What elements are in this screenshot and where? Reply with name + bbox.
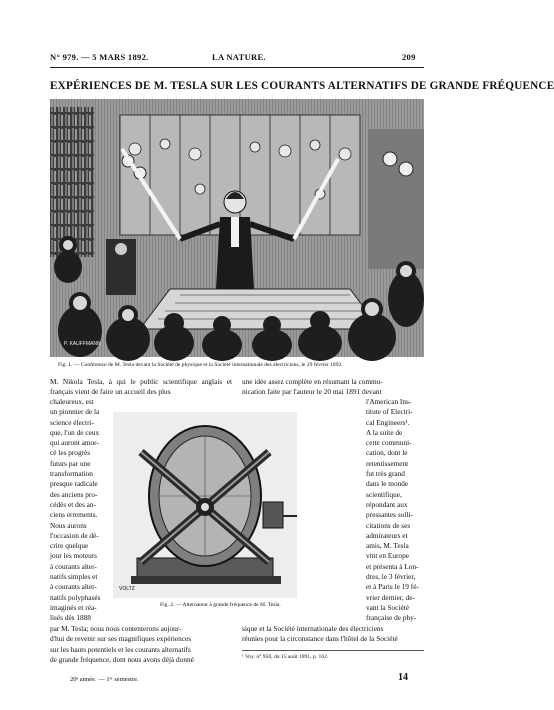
text-line: citations de ses [366, 520, 411, 530]
right-column-top [242, 377, 424, 398]
text-line: répondant aux [366, 499, 408, 509]
text-line: imaginés et réa- [50, 602, 97, 612]
lecture-scene-illustration [50, 99, 424, 357]
issue-number: N° 979. — 5 MARS 1892. [50, 52, 149, 62]
text-line: cal Engineers¹. [366, 417, 410, 427]
engraver-signature-2: VOLTZ [119, 586, 135, 592]
text-line: une idée assez complète en résumant la commu- [242, 377, 383, 386]
text-line: pressantes solli- [366, 510, 413, 520]
text-line: des anciens pro- [50, 489, 98, 499]
figure-2-caption: Fig. 2. — Alternateur à grande fréquence de M. Tesla. [160, 602, 281, 608]
text-line: vrier dernier, de- [366, 592, 415, 602]
left-column-bottom [50, 624, 232, 665]
text-line: natifs simples et [50, 572, 98, 582]
text-line: à courants alter- [50, 561, 97, 571]
figure-2-engraving [113, 412, 297, 598]
page-number: 209 [402, 52, 416, 62]
text-line: fut très grand [366, 469, 405, 479]
article-title: EXPÉRIENCES DE M. TESLA SUR LES COURANTS ALTERNATIFS DE GRANDE FRÉQUENCE [50, 80, 554, 92]
text-line: cédés et des an- [50, 499, 96, 509]
text-line: que, l'un de ceux [50, 427, 100, 437]
text-line: sique et la Société internationale des électriciens [242, 624, 384, 633]
text-line: admirateurs et [366, 530, 408, 540]
engraver-signature: P. KAUFFMANN [64, 341, 101, 347]
text-line: cé les progrès [50, 448, 91, 458]
footnote: ¹ Voy. n° 950, du 15 août 1891, p. 162. [242, 654, 329, 660]
text-line: A la suite de [366, 427, 403, 437]
text-line: française de phy- [366, 613, 417, 623]
text-line: retentissement [366, 458, 409, 468]
text-line: et présenta à Lon- [366, 561, 419, 571]
text-line: cette communi- [366, 438, 412, 448]
text-line: chaleureux, est [50, 397, 94, 406]
text-line: et à Paris le 19 fé- [366, 582, 419, 592]
figure-1-engraving [50, 99, 424, 357]
text-line: lisés dès 1888 [50, 613, 91, 623]
text-line: ciens errements. [50, 510, 98, 520]
signature-mark: 14 [398, 672, 408, 683]
text-line: cation, dont le [366, 448, 408, 458]
text-line: un pionnier de la [50, 407, 100, 417]
text-line: vint en Europe [366, 551, 409, 561]
left-column-intro: M. Nikola Tesla, à qui le public scientifique anglais et français vient de faire un accueil des plus [50, 377, 232, 397]
text-line: presque radicale [50, 479, 98, 489]
text-line: d'hui de revenir sur ses magnifiques expériences [50, 634, 192, 644]
text-line: titute of Electri- [366, 407, 413, 417]
text-line: réunies pour la circonstance dans l'hôtel de la Société [242, 634, 398, 644]
alternator-illustration [113, 412, 297, 598]
text-line: science électri- [50, 417, 94, 427]
text-line: natifs polyphasés [50, 592, 101, 602]
footnote-rule [242, 650, 424, 651]
text-line: crire quelque [50, 541, 89, 551]
text-line: jour les moteurs [50, 551, 98, 561]
text-line: à courants alter- [50, 582, 97, 592]
text-line: qui auront amor- [50, 438, 99, 448]
journal-name: LA NATURE. [212, 52, 266, 62]
text-line: l'American Ins- [366, 397, 412, 406]
text-line: scientifique, [366, 489, 402, 499]
text-line: futurs par une [50, 458, 91, 468]
right-narrow-column [366, 397, 426, 624]
text-line: amis, M. Tesla [366, 541, 409, 551]
text-line: dres, le 3 février, [366, 572, 416, 582]
left-narrow-column [50, 397, 110, 624]
text-line: transformation [50, 469, 93, 479]
text-line: vant la Société [366, 602, 409, 612]
text-line: Nous aurons [50, 520, 87, 530]
text-line: nication faite par l'auteur le 20 mai 1891 devant [242, 387, 382, 397]
text-line: par M. Tesla; nous nous contenterons aujour- [50, 624, 182, 633]
text-line: l'occasion de dé- [50, 530, 99, 540]
text-line: sur les hauts potentiels et les courants alternatifs [50, 644, 191, 654]
right-column-bottom [242, 624, 424, 645]
figure-1-caption: Fig. 1. — Conférence de M. Tesla devant la Société de physique et la Société internationale des électriciens, le 29 février 1892. [58, 362, 343, 368]
text-line: dans le monde [366, 479, 409, 489]
text-line: de grande fréquence, dont nous avons déjà donné [50, 654, 194, 664]
header-rule [50, 67, 424, 68]
volume-info: 20ᵉ année. — 1ᵉʳ semestre. [70, 676, 139, 683]
